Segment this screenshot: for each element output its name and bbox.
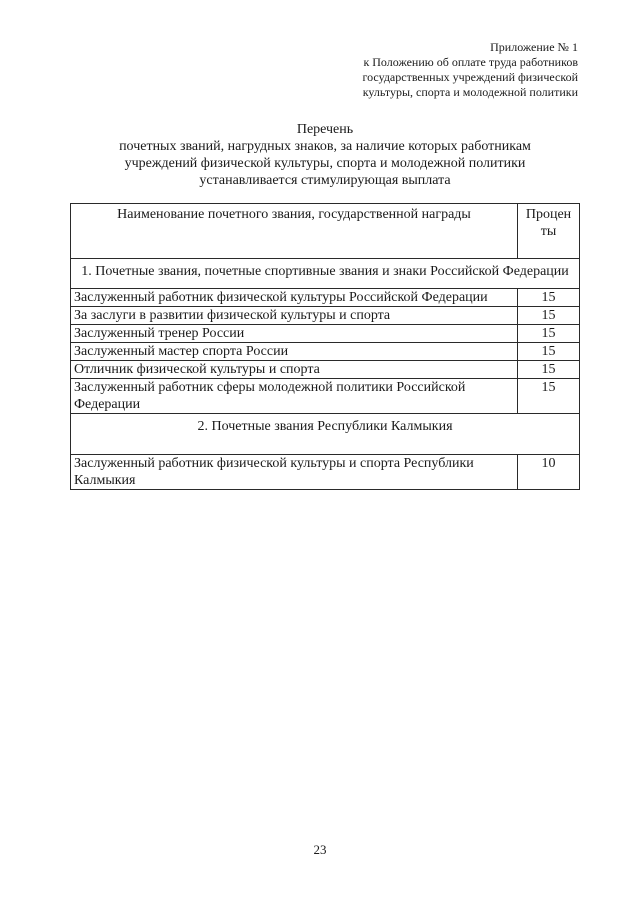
table-row [71, 343, 580, 361]
award-name: За заслуги в развитии физической культуры и спорта [71, 307, 518, 325]
table-row [71, 325, 580, 343]
document-title [70, 121, 580, 189]
title-heading: Перечень [296, 122, 354, 137]
table-row [71, 307, 580, 325]
title-line: устанавливается стимулирующая выплата [199, 173, 451, 188]
awards-table [70, 203, 580, 490]
table-row [71, 361, 580, 379]
header-percent-cell: Процен ты [518, 204, 580, 259]
award-name: Заслуженный работник физической культуры и спорта Республики Калмыкия [71, 455, 518, 490]
appendix-line: Приложение № 1 [490, 40, 578, 54]
table-header-row [71, 204, 580, 259]
award-name: Отличник физической культуры и спорта [71, 361, 518, 379]
award-name: Заслуженный работник сферы молодежной политики Российской Федерации [71, 379, 518, 414]
award-name: Заслуженный тренер России [71, 325, 518, 343]
award-percent: 15 [518, 325, 580, 343]
appendix-line: культуры, спорта и молодежной политики [362, 85, 578, 99]
header-name-cell: Наименование почетного звания, государственной награды [71, 204, 518, 259]
appendix-line: к Положению об оплате труда работников [363, 55, 578, 69]
table-row [71, 379, 580, 414]
title-line: почетных званий, нагрудных знаков, за наличие которых работникам [119, 139, 531, 154]
section-title: 2. Почетные звания Республики Калмыкия [71, 414, 580, 455]
award-name: Заслуженный работник физической культуры Российской Федерации [71, 289, 518, 307]
table-row [71, 289, 580, 307]
award-percent: 15 [518, 307, 580, 325]
page-number: 23 [313, 842, 327, 857]
award-percent: 10 [518, 455, 580, 490]
appendix-note [362, 40, 578, 100]
table-row [71, 455, 580, 490]
award-name: Заслуженный мастер спорта России [71, 343, 518, 361]
section-row [71, 259, 580, 289]
section-title: 1. Почетные звания, почетные спортивные звания и знаки Российской Федерации [71, 259, 580, 289]
appendix-line: государственных учреждений физической [362, 70, 578, 84]
award-percent: 15 [518, 343, 580, 361]
award-percent: 15 [518, 361, 580, 379]
award-percent: 15 [518, 379, 580, 414]
section-row [71, 414, 580, 455]
title-line: учреждений физической культуры, спорта и молодежной политики [124, 156, 526, 171]
award-percent: 15 [518, 289, 580, 307]
